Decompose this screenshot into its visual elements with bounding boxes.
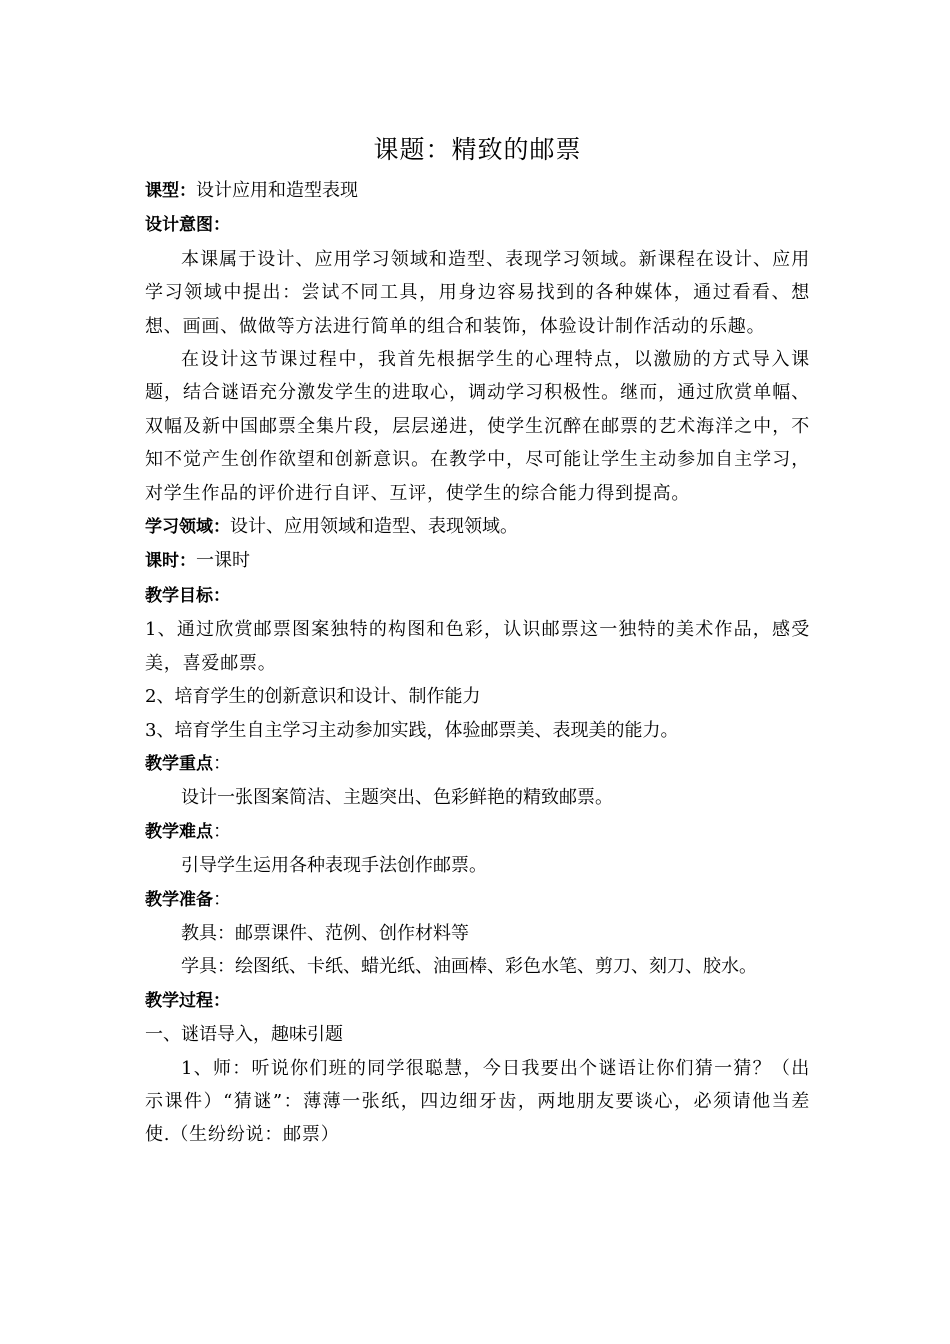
preparation-sep: ： [213,888,231,910]
key-points-value: 设计一张图案简洁、主题突出、色彩鲜艳的精致邮票。 [181,787,613,809]
lesson-type-row [145,174,810,208]
design-intent-heading [145,208,810,242]
process-step-1: 1、师：听说你们班的同学很聪慧，今日我要出个谜语让你们猜一猜？（出示课件）“猜谜”：薄薄一张纸，四边细牙齿，两地朋友要谈心，必须请他当差使.（生纷纷说：邮票） [145,1057,810,1146]
key-points-label: 教学重点 [145,753,213,774]
difficulties-heading [145,815,810,849]
learning-domain-sep: ： [213,517,230,538]
difficulties-value: 引导学生运用各种表现手法创作邮票。 [181,855,487,877]
preparation-student-tools: 学具：绘图纸、卡纸、蜡光纸、油画棒、彩色水笔、剪刀、刻刀、胶水。 [181,956,757,978]
key-points-heading [145,747,810,781]
process-heading [145,984,810,1018]
design-intent-label: 设计意图： [145,215,230,236]
objective-item-1: 1、通过欣赏邮票图案独特的构图和色彩，认识邮票这一独特的美术作品，感受美，喜爱邮票。 [145,619,810,674]
objective-item-3: 3、培育学生自主学习主动参加实践，体验邮票美、表现美的能力。 [145,719,679,741]
preparation-label: 教学准备 [145,889,213,910]
learning-domain-value: 设计、应用领域和造型、表现领域。 [230,516,518,538]
design-intent-paragraph-2: 在设计这节课过程中，我首先根据学生的心理特点，以激励的方式导入课题，结合谜语充分激发学生的进取心，调动学习积极性。继而，通过欣赏单幅、双幅及新中国邮票全集片段，层层递进，使学生沉醉在邮票的艺术海洋之中，不知不觉产生创作欲望和创新意识。在教学中，尽可能让学生主动参加自主学习，对学生作品的评价进行自评、互评，使学生的综合能力得到提高。 [145,349,810,504]
process-section-1: 一、谜语导入，趣味引题 [145,1024,343,1046]
learning-domain-label: 学习领域 [145,517,213,538]
class-hours-sep: ： [179,551,196,572]
class-hours-label: 课时 [145,551,179,572]
difficulties-label: 教学难点 [145,821,213,842]
lesson-type-sep: ： [179,181,196,201]
key-points-sep: ： [213,752,231,774]
objectives-heading [145,579,810,613]
lesson-type-label: 课型 [145,181,179,201]
document-body [145,128,810,1152]
preparation-teacher-tools: 教具：邮票课件、范例、创作材料等 [181,922,469,944]
design-intent-paragraph-1: 本课属于设计、应用学习领域和造型、表现学习领域。新课程在设计、应用学习领域中提出：尝试不同工具，用身边容易找到的各种媒体，通过看看、想想、画画、做做等方法进行简单的组合和装饰，体验设计制作活动的乐趣。 [145,248,810,337]
class-hours-value: 一课时 [196,550,250,572]
learning-domain-row [145,510,810,544]
difficulties-sep: ： [213,820,231,842]
page-title: 课题：精致的邮票 [373,135,582,164]
process-label: 教学过程： [145,990,230,1011]
objectives-label: 教学目标： [145,585,230,606]
lesson-type-value: 设计应用和造型表现 [196,180,358,201]
preparation-heading [145,883,810,917]
objective-item-2: 2、培育学生的创新意识和设计、制作能力 [145,686,481,708]
class-hours-row [145,544,810,578]
